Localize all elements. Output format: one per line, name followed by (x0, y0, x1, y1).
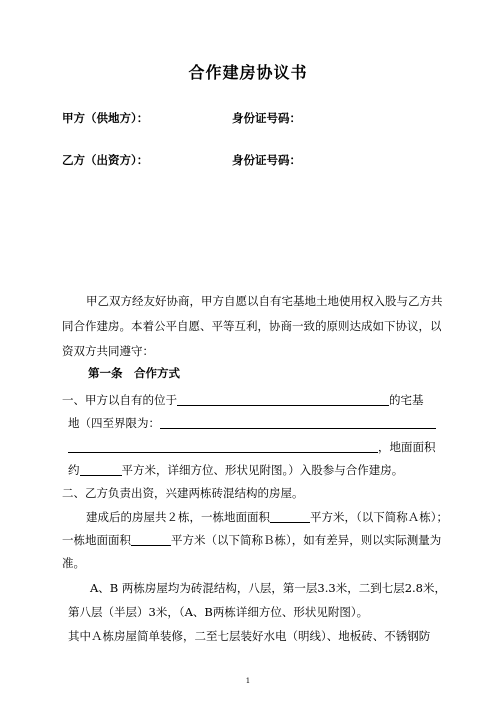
clause-1-text-b: 的宅基 (389, 393, 424, 407)
intro-line-2: 同合作建房。本着公平自愿、平等互利，协商一致的原则达成如下协议，以 (62, 319, 442, 333)
para-3-line-3: 准。 (62, 556, 85, 570)
clause-1-line-3 (68, 436, 436, 458)
party-b-id-label: 身份证号码： (232, 153, 301, 167)
clause-1-text-c: 地（四至界限为： (68, 416, 160, 430)
party-b-label: 乙方（出资方）： (62, 153, 149, 167)
clause-2: 二、乙方负责出资，兴建两栋砖混结构的房屋。 (62, 486, 304, 500)
article-1-heading: 第一条 合作方式 (88, 366, 180, 380)
para-3-text-b: 平方米，（以下简称Ａ栋）； (310, 510, 448, 524)
para-3-text-c: 一栋地面面积 (62, 533, 131, 547)
clause-1-line-2 (68, 412, 436, 434)
clause-1-text-a: 一、甲方以自有的位于 (62, 393, 177, 407)
party-a-id-label: 身份证号码： (232, 111, 301, 125)
party-a-label: 甲方（供地方）： (62, 111, 149, 125)
para-4-line-1: A、B 两栋房屋均为砖混结构，八层，第一层3.3米，二到七层2.8米， (90, 581, 446, 595)
boundary-blank-1 (160, 415, 436, 429)
clause-1-text-d: ，地面面积 (378, 440, 436, 454)
clause-1-text-e: 约 (68, 463, 80, 477)
clause-1-text-f: 平方米，详细方位、形状见附图。）入股参与合作建房。 (121, 463, 404, 477)
area-blank (80, 462, 122, 476)
building-b-area-blank (131, 532, 171, 546)
building-a-area-blank (270, 509, 310, 523)
clause-1-line-4 (68, 459, 403, 481)
intro-line-1: 甲乙双方经友好协商，甲方自愿以自有宅基地土地使用权入股与乙方共 (86, 294, 443, 308)
para-3-text-a: 建成后的房屋共２栋，一栋地面面积 (86, 510, 270, 524)
location-blank (177, 392, 389, 406)
document-title: 合作建房协议书 (188, 63, 308, 82)
boundary-blank-2 (68, 439, 378, 453)
intro-line-3: 资双方共同遵守： (62, 344, 154, 358)
page-number: 1 (245, 677, 251, 685)
para-5-line-1: 其中Ａ栋房屋简单装修，二至七层装好水电（明线）、地板砖、不锈钢防 (68, 629, 431, 643)
para-3-line-2 (62, 529, 441, 551)
clause-1-line-1 (62, 389, 424, 411)
para-3-line-1 (86, 506, 448, 528)
para-3-text-d: 平方米（以下简称Ｂ栋），如有差异，则以实际测量为 (171, 533, 442, 547)
para-4-line-2: 第八层（半层）3米，（A、B两栋详细方位、形状见附图）。 (68, 605, 369, 619)
